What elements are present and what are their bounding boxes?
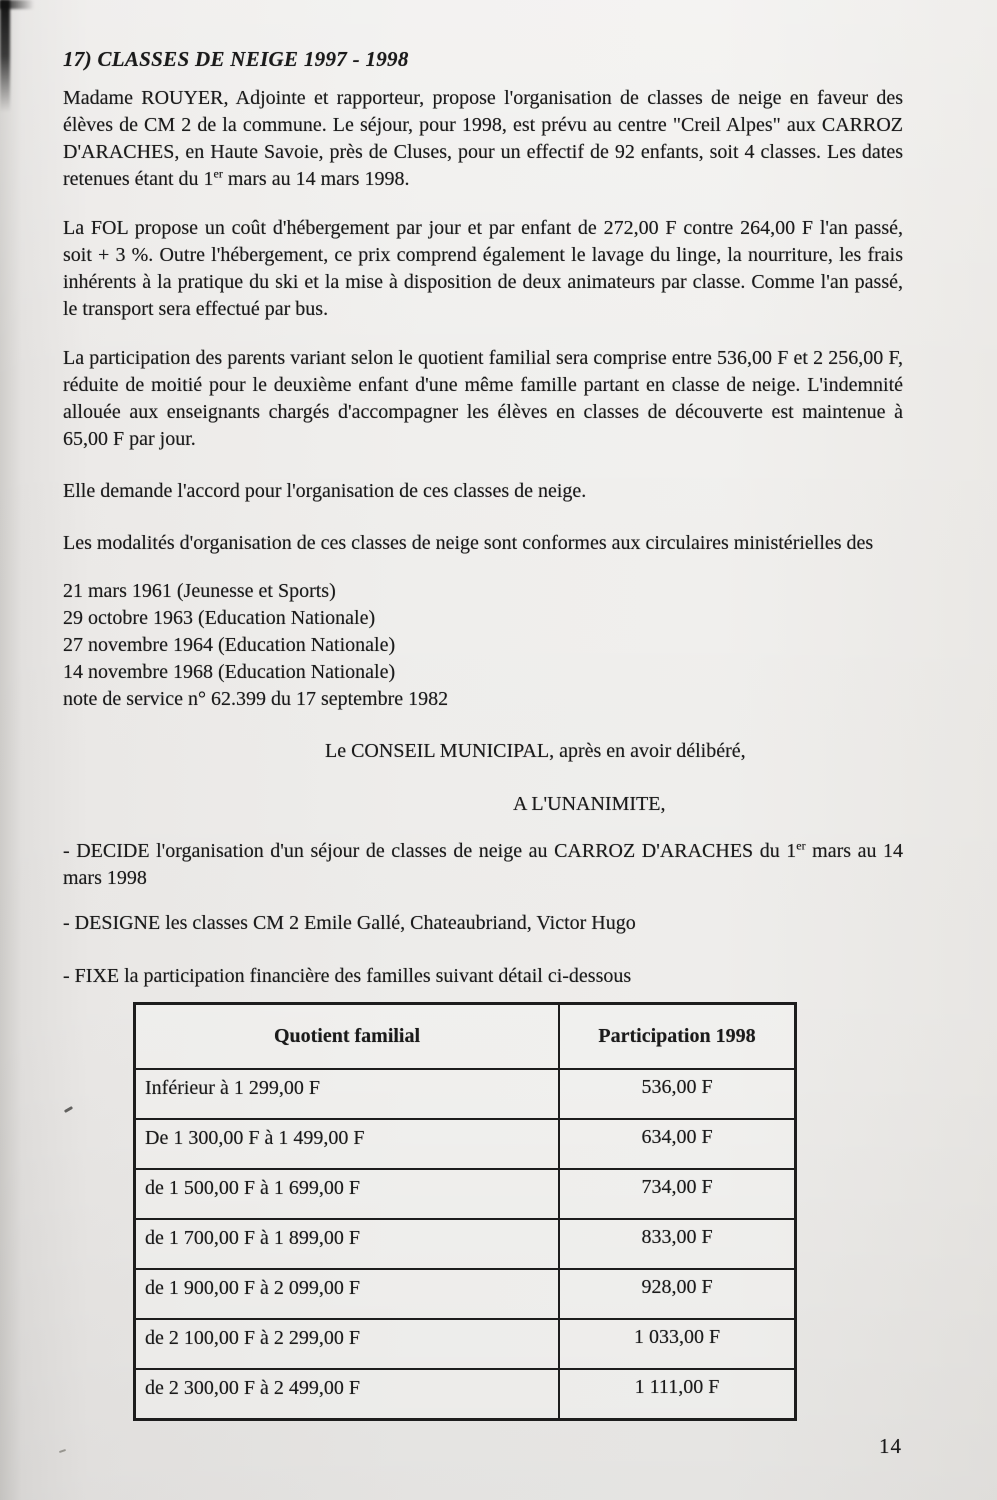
decision-decide bbox=[63, 838, 903, 892]
cell-participation: 536,00 F bbox=[559, 1069, 796, 1119]
cell-participation: 928,00 F bbox=[559, 1269, 796, 1319]
decision-decide-text: - DECIDE l'organisation d'un séjour de classes de neige au CARROZ D'ARACHES du 1 bbox=[63, 840, 797, 862]
page-number: 14 bbox=[879, 1434, 902, 1458]
table-row bbox=[135, 1119, 796, 1169]
scan-artifact-speck bbox=[59, 1449, 66, 1453]
participation-table bbox=[133, 1002, 797, 1421]
circulaire-item: 29 octobre 1963 (Education Nationale) bbox=[63, 607, 376, 629]
circulaire-item: 14 novembre 1968 (Education Nationale) bbox=[63, 661, 396, 683]
decision-decide-text-cont: mars au 14 mars 1998 bbox=[63, 840, 903, 889]
decision-fixe: - FIXE la participation financière des familles suivant détail ci-dessous bbox=[63, 965, 632, 987]
paragraph-modalites: Les modalités d'organisation de ces classes de neige sont conformes aux circulaires ministérielles des bbox=[63, 532, 874, 554]
table-row bbox=[135, 1219, 796, 1269]
superscript-er: er bbox=[796, 838, 806, 853]
cell-quotient: de 1 900,00 F à 2 099,00 F bbox=[135, 1269, 560, 1319]
paragraph-participation: La participation des parents variant selon le quotient familial sera comprise entre 536,00 F et 2 256,00 F, réduite de moitié pour le deuxième enfant d'une même famille partant en classe de neige. L'indemnité allouée aux enseignants chargés d'accompagner les élèves en classes de découverte est maintenue à 65,00 F par jour. bbox=[63, 347, 903, 450]
cell-quotient: de 2 300,00 F à 2 499,00 F bbox=[135, 1369, 560, 1420]
paragraph-intro bbox=[63, 85, 903, 193]
cell-participation: 1 111,00 F bbox=[559, 1369, 796, 1420]
cell-participation: 734,00 F bbox=[559, 1169, 796, 1219]
section-title: 17) CLASSES DE NEIGE 1997 - 1998 bbox=[63, 47, 409, 71]
table-row bbox=[135, 1169, 796, 1219]
paragraph-cout: La FOL propose un coût d'hébergement par jour et par enfant de 272,00 F contre 264,00 F l'an passé, soit + 3 %. Outre l'hébergement, ce prix comprend également le lavage du linge, la nourriture, les frais inhérents à la pratique du ski et la mise à disposition de deux animateurs par classe. Comme l'an passé, le transport sera effectué par bus. bbox=[63, 217, 903, 320]
table-row bbox=[135, 1319, 796, 1369]
table-row bbox=[135, 1369, 796, 1420]
table-header-row bbox=[135, 1004, 796, 1070]
cell-quotient: de 2 100,00 F à 2 299,00 F bbox=[135, 1319, 560, 1369]
paragraph-intro-text: Madame ROUYER, Adjointe et rapporteur, propose l'organisation de classes de neige en faveur des élèves de CM 2 de la commune. Le séjour, pour 1998, est prévu au centre "Creil Alpes" aux CARROZ D'ARACHES, en Haute Savoie, près de Cluses, pour un effectif de 92 enfants, soit 4 classes. Les dates retenues étant du 1 bbox=[63, 87, 903, 190]
paragraph-intro-text-cont: mars au 14 mars 1998. bbox=[222, 168, 410, 190]
cell-quotient: De 1 300,00 F à 1 499,00 F bbox=[135, 1119, 560, 1169]
circulaire-item: 27 novembre 1964 (Education Nationale) bbox=[63, 634, 396, 656]
cell-participation: 634,00 F bbox=[559, 1119, 796, 1169]
decision-designe: - DESIGNE les classes CM 2 Emile Gallé, Chateaubriand, Victor Hugo bbox=[63, 912, 636, 934]
paragraph-accord: Elle demande l'accord pour l'organisation de ces classes de neige. bbox=[63, 480, 587, 502]
cell-quotient: de 1 700,00 F à 1 899,00 F bbox=[135, 1219, 560, 1269]
circulaire-item: note de service n° 62.399 du 17 septembre 1982 bbox=[63, 688, 449, 710]
circulaire-item: 21 mars 1961 (Jeunesse et Sports) bbox=[63, 580, 336, 602]
cell-participation: 833,00 F bbox=[559, 1219, 796, 1269]
cell-quotient: de 1 500,00 F à 1 699,00 F bbox=[135, 1169, 560, 1219]
cell-quotient: Inférieur à 1 299,00 F bbox=[135, 1069, 560, 1119]
table-header-participation: Participation 1998 bbox=[559, 1004, 796, 1070]
table-row bbox=[135, 1069, 796, 1119]
scan-edge-shadow-top bbox=[0, 0, 34, 9]
scan-edge-shadow-left bbox=[0, 0, 10, 112]
cell-participation: 1 033,00 F bbox=[559, 1319, 796, 1369]
document-content bbox=[63, 46, 903, 1421]
superscript-er: er bbox=[213, 166, 223, 181]
table-header-quotient: Quotient familial bbox=[135, 1004, 560, 1070]
circulaires-list bbox=[63, 578, 903, 713]
deliberation-unanimite: A L'UNANIMITE, bbox=[513, 793, 666, 815]
deliberation-conseil: Le CONSEIL MUNICIPAL, après en avoir délibéré, bbox=[325, 740, 746, 762]
table-row bbox=[135, 1269, 796, 1319]
